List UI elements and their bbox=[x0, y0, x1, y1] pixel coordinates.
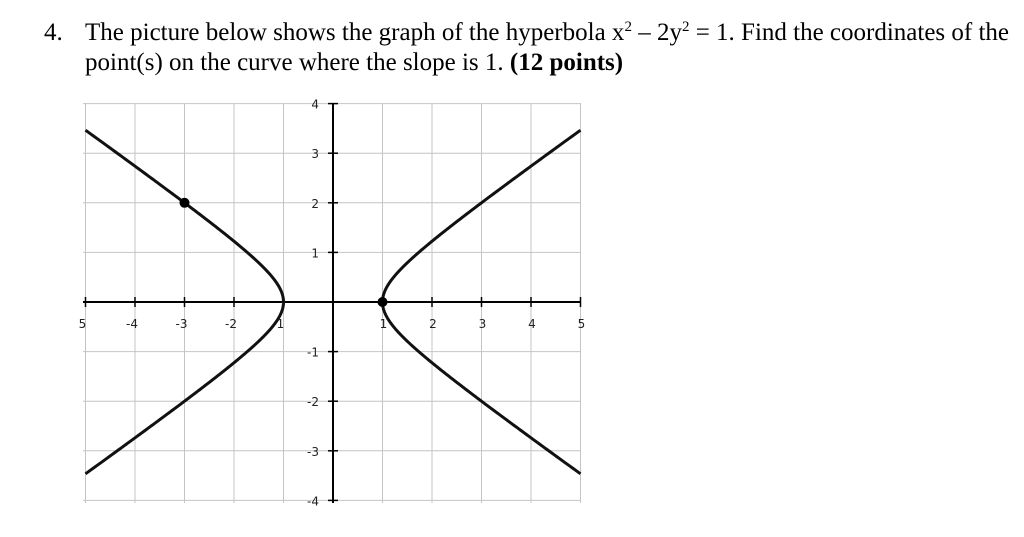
y-tick-label: 1 bbox=[311, 246, 319, 261]
x-tick-label: 5 bbox=[78, 317, 87, 331]
problem-text-part-2: – 2y bbox=[631, 19, 682, 46]
y-tick-label: 2 bbox=[311, 196, 319, 211]
y-tick-label: 4 bbox=[311, 97, 319, 112]
axes bbox=[83, 103, 580, 503]
x-tick-label: 5 bbox=[577, 317, 586, 331]
y-tick-label: -1 bbox=[307, 345, 319, 360]
x-tick-label: -2 bbox=[225, 317, 237, 331]
points-label: (12 points) bbox=[509, 49, 624, 76]
marked-point bbox=[180, 198, 190, 208]
exponent-x: 2 bbox=[624, 19, 632, 35]
problem-text-part-3: = 1. Find the coordinates of the bbox=[689, 19, 1010, 46]
x-tick-label: 3 bbox=[478, 317, 487, 331]
x-tick-label: -4 bbox=[126, 317, 138, 331]
x-tick-label: 2 bbox=[429, 317, 437, 331]
x-tick-label: -3 bbox=[175, 317, 188, 331]
problem-text-part-1: The picture below shows the graph of the hyperbola x bbox=[85, 19, 625, 46]
y-tick-label: -3 bbox=[307, 444, 319, 459]
x-tick-label: 4 bbox=[528, 317, 536, 331]
x-tick-label: 1 bbox=[276, 317, 285, 331]
exponent-y: 2 bbox=[681, 19, 690, 35]
x-tick-label: 1 bbox=[379, 317, 388, 331]
y-tick-label: -2 bbox=[307, 395, 319, 410]
marked-point bbox=[378, 297, 388, 307]
y-tick-label: 3 bbox=[311, 147, 319, 162]
problem-number: 4. bbox=[44, 19, 63, 46]
y-tick-label: -4 bbox=[307, 494, 319, 509]
problem-text-line-2: point(s) on the curve where the slope is 1. bbox=[85, 49, 510, 76]
